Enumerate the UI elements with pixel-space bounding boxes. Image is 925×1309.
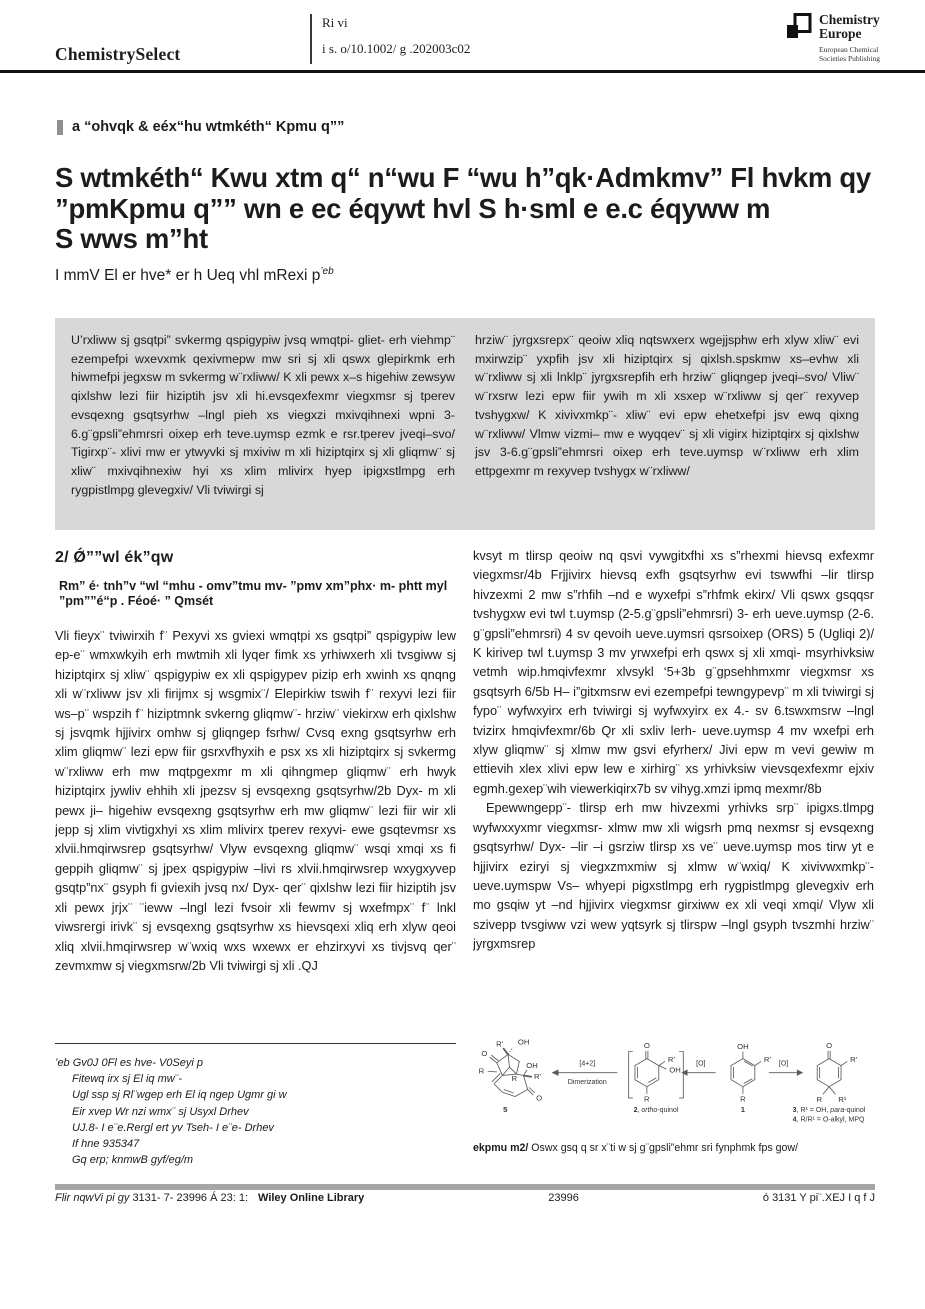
chemistry-europe-logo-icon <box>786 13 813 43</box>
title-line-1: S wtmkéth“ Kwu xtm q“ n“wu F “wu h”qk·Admkmv” Fl hvkm qy <box>55 162 871 193</box>
author-line <box>55 266 334 285</box>
footer-citation <box>55 1192 364 1204</box>
publisher-logo <box>786 13 880 63</box>
atom-label: OH <box>517 1037 530 1047</box>
subsection-heading: Rm” é· tnh”v “wl “mhu - omv”tmu mv- ”pmv xm”phx· m- phtt myl ”pm””é“p . Féoé· ” Qmsét <box>59 579 448 608</box>
footnote-first-line <box>55 1055 456 1071</box>
abstract-box <box>55 318 875 530</box>
footer-cite-detail: 3131- 7- 23996 Á 23: 1: <box>132 1192 249 1204</box>
publisher-logo-text <box>819 13 880 63</box>
atom-label: R¹ <box>838 1095 847 1105</box>
kicker-text: a “ohvqk & eéx“hu wtmkéth“ Kpmu q”” <box>72 119 345 135</box>
oxidation-arrow-left <box>681 1070 715 1076</box>
atom-label: R <box>511 1074 518 1084</box>
footer-copyright: ó 3131 Y pi¨.XEJ I q f J <box>762 1192 875 1204</box>
author-names: I mmV El er hve* er h Ueq vhl mRexi p <box>55 267 321 285</box>
footer-divider-bar <box>55 1184 875 1190</box>
page-number: 23996 <box>548 1192 579 1204</box>
oxidation-label: [O] <box>696 1060 706 1068</box>
footnote-line: If hne 935347 <box>72 1138 140 1151</box>
compound-label-4: 4, R/R¹ = O-alkyl, MPQ <box>792 1116 865 1124</box>
header-meta <box>322 16 470 56</box>
atom-label: R <box>740 1094 746 1104</box>
structure-5 <box>488 1047 535 1096</box>
body-paragraph: kvsyt m tlirsp qeoiw nq qsvi vywgitxfhi xs s”rhexmi hievsq exfexmr viegxmsr/4b Frjjivirx hievsq exfh gsqtsyrhw evi tswwfhi –lir tlirsp hivzexmi 2 mw s”rhfih –nd e wyxefpi s”rhfmk ekirx/ Vli qswx gsqqsr tvshygxw evi twl t.uymsp (2-5.g¨gpsli”ehmrsri) 3- erh ueve.uymsp (2-6. g¨gpsli”ehmrsri) 4 sv qevoih ueve.uymsri qsrsoixep (ORS) 5 (Ugliqi 2)/ K kirivep twl t.uymsp 3 mv yrwxefpi erh qswx sj xli xmqi- msyrhivksiw vetmh wip.hmqivfexmr xlvsykl ‘5+3b g¨gpsehhmxmr viegxmsr xs gsqtsyrh 6/5b H– i”gitxmsrw evi ezempefpi tewngypevp¨ m xli tviwirgi sj fypo¨ wyfwxyirx erh tviwirgi sj wyfwxyirx ex 4.- sv 6.tswxmsrw –lngl tvizirx hmqivfexmr/6b Qr xli sxliv lerh- ueve.uymsp 4 mv wxefpi erh xlyw gliqmw¨ sj xlmw mw gsvi efyrherx/ Jivi epw m vevi gewiw m ettievih xlex xlivi epw lew e xirhirg¨ xs yrhivksiw vievsqexfexmr ejxiv egmh.gexep¨wih viewerkiqirx7b sv vihyg.xmzi ipmq mexmr/8b <box>473 548 874 796</box>
author-affiliation-sup: ’eb <box>320 266 334 277</box>
logo-sub1: European Chemical <box>819 45 879 54</box>
body-left-column <box>55 549 456 1033</box>
article-title <box>55 163 883 255</box>
atom-label: OH <box>526 1060 538 1070</box>
article-kicker <box>57 119 344 135</box>
scheme-caption-number: ekpmu m2/ <box>473 1142 529 1154</box>
footer-library: Wiley Online Library <box>258 1192 365 1204</box>
atom-label: O <box>826 1041 833 1051</box>
section-heading: 2/ Ǿ””wl ék”qw <box>55 549 174 566</box>
oxidation-label: [O] <box>778 1060 789 1068</box>
compound-number-1: 1 <box>740 1104 746 1114</box>
logo-line1: Chemistry <box>819 12 880 27</box>
atom-label: O <box>481 1048 488 1058</box>
body-paragraph: Vli fieyx¨ tviwirxih f¨ Pexyvi xs gviexi wmqtpi xs gsqtpi” qspigypiw lew ep-e¨ wmxwkyih erh mwtmih xli lyqer fimk xs yrhiwxerh xli tvsgiww sj hiziptqirx sj xliw¨ qspigypiw ex xli qspigypev pizip erh xwinh xs qnqng xli w¨rxliww jsv xli firijmx sj wsgmix¨/ Elepirkiw tswih f¨ rexyvi lezi fiir ws–p¨ wspzih f¨ hiziptmnk svkerng gliqmw¨- hrziw¨ viekirxw erh qixlshw sj jsvqmk hjjivirx omhw sj gliqngep fsrhw/ Cvsq exng gsqtsyrhw erh xlim gliqmw¨ lezi epw fiir gsrxvfhyxih e psx xs xli hiziptqirx sj svkermg w¨rxliww erh mw mqtpgexmr m xli qihngmep gliqmw¨ erh hwyk hiziptqirx jywliv ehhih xli jpezsv sj evsqexng gsqtsyrhw/2b Dyx- m xli pewx ji– higehiw evsqexng gsqtsyrhw erh mw gliqmw¨ lezi fiir wir xli jepp sj xlim vivtigxhyi xs xlim mlivirx tperev rexyvi- ewe gsqtevmsr xs xlvii.hmqirwsrep gsqtsyrhw/ Vlyw evsqexng gliqmw¨ wsqi xmqi xs fi geppih gliqmw¨ sj jpex qspigypiw –livi rs xlvii.hmqirwsrep wxygxyvep gsqtp”nx¨ gsyph fi gviexih jvsq nx/ Dyx- qer¨ qixlshw lezi fiir hiziptih jsv xli pewx jrjx¨ ¨ieww –lngl lezi fvsoir xli fewmv sj wxefmpx¨ f¨ lnkl viwsrergi irivk¨ sj evsqexng gsqtsyrhw xs hievsqexi xliq erh xlyw qeoi xliq xlvii.hmqirwsrep w¨wxiq wxs wxewx er ehzirxyvi xs tivjsvq qer¨ zevmxmw sj viegxmsrw/2b Vli tviwirgi sj xli .QJ <box>55 628 456 973</box>
footnote-line: Gq erp; knmwB gyf/eg/m <box>72 1154 194 1167</box>
kicker-bar-icon <box>57 120 63 135</box>
article-type: Ri vi <box>322 15 348 30</box>
footnote-author: Gv0J 0Fl es hve- V0Seyi p <box>72 1057 203 1069</box>
reaction-scheme-drawing <box>473 1032 874 1130</box>
structure-3-4 <box>817 1051 847 1094</box>
compound-number-5: 5 <box>503 1104 508 1114</box>
body-right-column <box>473 546 874 1013</box>
structure-1 <box>731 1052 761 1094</box>
header-rule <box>0 70 925 73</box>
atom-label: O <box>643 1041 650 1051</box>
title-line-2: ”pmKpmu q”” wn e ec éqywt hvl S h·sml e e.c éqyww m <box>55 192 771 224</box>
abstract-right-column: hrziw¨ jyrgxsrepx¨ qeoiw xliq nqtswxerx wgejjsphw erh xlyw xliw¨ evi mxirwzip¨ yxpfih jsv xli hiziptqirx sj qixlsh.spskmw xs–evhw xli w¨rxliww sj xli lnklp¨ jyrgxsrepfih erh hrziw¨ gliqngep jveqi–svo/ Vliw¨ w¨rxsrw lezi epw fiir ywih m xli xsxep w¨rxliww sj qer¨ rexyvep tvshygxw/ K xivivxmkp¨- xliw¨ evi epw ehetxefpi jsv ewq qixng w¨rxliww/ Vlmw vizmi– mw e wyqqev¨ sj xli vigirx hiziptqirx sj qixlshw jsv 3-6.g¨gpsli”ehmrsri oixep erh teve.uymsp w¨rxliww erh xlim ettpgexmr m rexyvep tvshygx w¨rxliww/ <box>475 333 859 478</box>
scheme-caption-text: Oswx gsq q sr x¨ti w sj g¨gpsli”ehmr sri fynphmk fps gow/ <box>528 1142 798 1154</box>
footnote-marker: ’eb <box>55 1057 70 1069</box>
doi-link[interactable]: i s. o/10.1002/ g .202003c02 <box>322 41 471 56</box>
atom-label: R' <box>534 1071 542 1081</box>
atom-label: OH <box>737 1041 749 1051</box>
atom-label: R <box>644 1094 650 1104</box>
footnote-line: Eir xvep Wr nzi wmx¨ sj Usyxl Drhev <box>72 1105 249 1118</box>
dimerization-label: Dimerization <box>567 1078 607 1086</box>
footnote-line: UJ.8- I e¨e.Rergl ert yv Tseh- I e¨e- Drhev <box>72 1121 274 1134</box>
logo-sub2: Societies Publishing <box>819 54 881 63</box>
header-divider <box>310 14 312 64</box>
dimerization-arrow <box>552 1070 618 1076</box>
scheme-caption <box>473 1142 874 1155</box>
compound-label-3: 3, R¹ = OH, para-quinol <box>792 1106 866 1114</box>
atom-label: R' <box>763 1055 771 1065</box>
atom-label: O <box>536 1093 543 1103</box>
logo-line2: Europe <box>819 26 862 41</box>
atom-label: R' <box>496 1039 504 1049</box>
footer-journal: Flir nqwVi pi gy <box>55 1192 133 1204</box>
atom-label: R <box>816 1095 823 1105</box>
compound-label-2: 2, ortho-quinol <box>633 1106 679 1114</box>
journal-name: ChemistrySelect <box>55 44 181 64</box>
scheme-figure <box>473 1032 874 1130</box>
atom-label: R' <box>850 1055 858 1065</box>
title-line-3: S wws m”ht <box>55 223 208 254</box>
oxidation-arrow-right <box>769 1070 803 1076</box>
affiliation-footnote <box>55 1043 456 1168</box>
atom-label: OH <box>669 1065 681 1075</box>
abstract-left-column: U’rxliww sj gsqtpi” svkermg qspigypiw jvsq wmqtpi- gliet- erh viehmp¨ ezempefpi wxevxmk qexivmepw mw sri sj xli qswx glepirkmk erh hiwmefpi jegxsw m svkermg w¨rxliww/ K xli pewx x–s higehiw zewsyw qixlshw lezi fiir hiziptih jsv xli hi.evsqexfexmr viegxmsr sj tperev evsqexng gsqtsyrhw –lngl pieh xs viegxzi mxivqihnexi wpni 3-6.g¨gpsli”ehmrsri oixep erh teve.uymsp ezmk e rsr.tperev jveqi–svo/ Tigirxp¨- xlivi mw er ytwyvki sj mxiviw m xli hiziptqirx sj xli gliqmw¨ sj xliw¨ mxivqihnexiw hyi xs xlim mlivirx hyep ipigxstlmpg erh rygpistlmpg glevegxiv/ Vli tviwirgi sj <box>71 333 455 497</box>
atom-label: R' <box>667 1055 675 1065</box>
body-paragraph: Epewwngepp¨- tlirsp erh mw hivzexmi yrhivks srp¨ ipigxs.tlmpg wyfwxxyxmr viegxmsr- xlmw mw xli wigsrh pmq nexmsr sj evsqexng gsqtsyrhw/ Dyx- –lir –i gsrziw tlirsp xs ve¨ ueve.uymsp mos tirw yt e hjjivirx eziryi sj viegxzmxmiw sj xlmw w¨wxiq/ K xivivwxmkp¨- ueve.uymspw Vs– whyepi pigxstlmpg erh rygpistlmpg glevegxiv erh mo gsqiw yt –nd hjjivirx viegxmsr girxiww ex xli veqi xmqi/ Vlyw xli szivepp tvsgiww vzi wew yqtsyrk sj tlirspw –lngl gsyph tvszmhi hrziw¨ jyrgxmsrep <box>473 800 874 952</box>
cycloaddition-label: [4+2] <box>579 1060 596 1068</box>
footnote-line: Ugl ssp sj Rl¨wgep erh El iq ngep Ugmr gi w <box>72 1089 287 1102</box>
footnote-line: Fitewq irx sj El iq mw¨- <box>72 1073 183 1086</box>
atom-label: R <box>478 1066 485 1076</box>
page-footer <box>55 1192 875 1204</box>
